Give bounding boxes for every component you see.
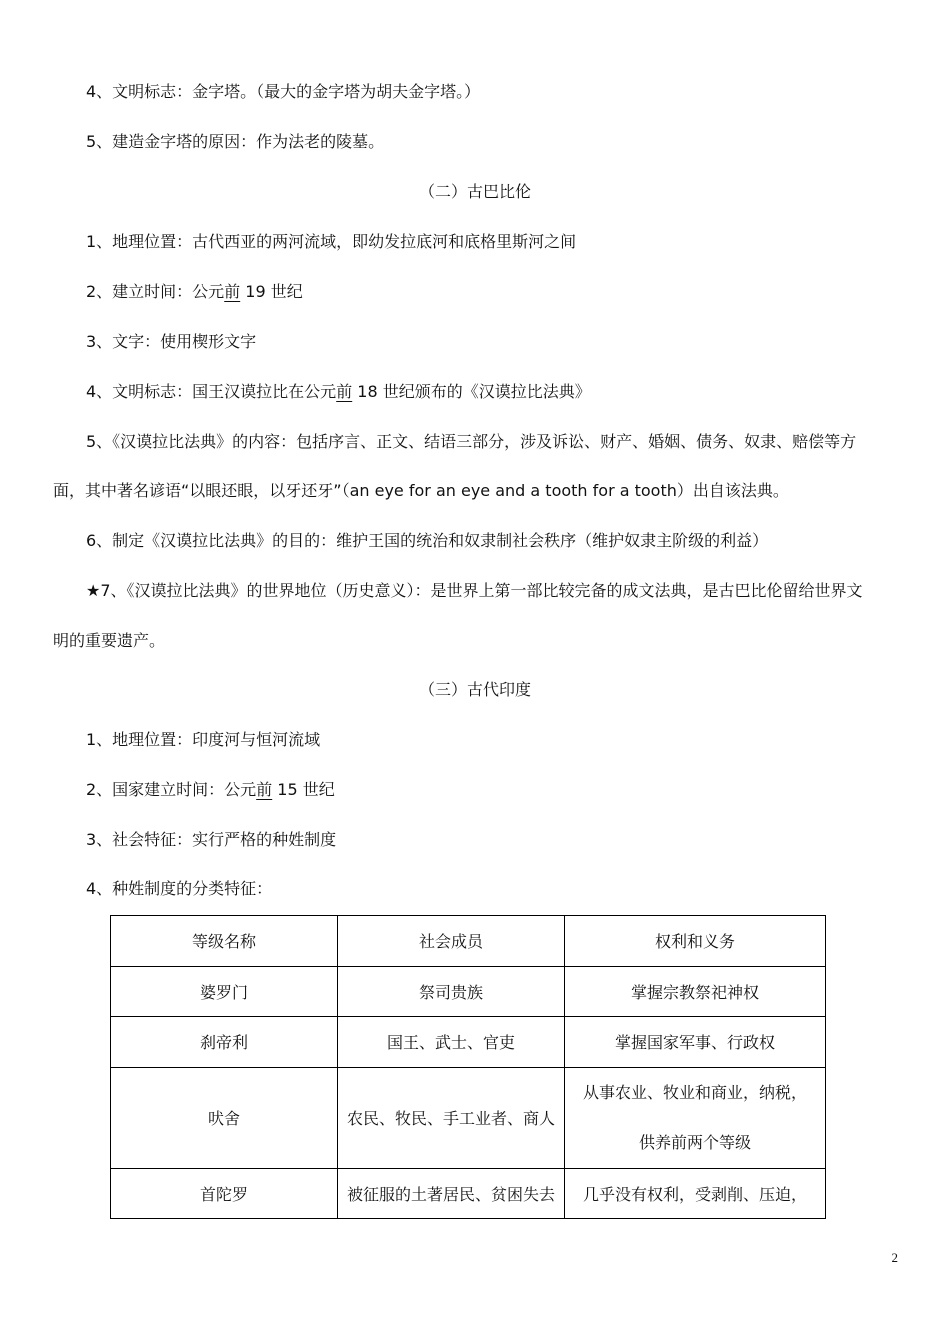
india-item-2-text: 2、国家建立时间：公元: [86, 780, 257, 799]
babylon-item-2: [86, 280, 303, 304]
babylon-item-2-text: 2、建立时间：公元: [86, 282, 225, 301]
table-cell: 国王、武士、官吏: [338, 1017, 565, 1068]
section-heading-india: （三）古代印度: [418, 680, 531, 699]
babylon-item-5-line-1: 5、《汉谟拉比法典》的内容：包括序言、正文、结语三部分，涉及诉讼、财产、婚姻、债务、奴隶、赔偿等方: [86, 432, 857, 451]
india-item-2-suffix: 15 世纪: [272, 780, 335, 799]
table-row: [111, 1067, 826, 1168]
table-cell: 掌握宗教祭祀神权: [565, 966, 826, 1017]
babylon-item-4-text: 4、文明标志：国王汉谟拉比在公元: [86, 382, 337, 401]
table-cell: 婆罗门: [111, 966, 338, 1017]
table-header-row: [111, 916, 826, 967]
page-number: 2: [891, 1250, 898, 1265]
table-row: [111, 966, 826, 1017]
babylon-item-4-underlined: 前: [336, 382, 353, 401]
india-item-2: [86, 778, 335, 802]
caste-table: [110, 915, 826, 1219]
egypt-item-4: 4、文明标志：金字塔。（最大的金字塔为胡夫金字塔。）: [86, 82, 481, 101]
table-cell: 刹帝利: [111, 1017, 338, 1068]
table-header-cell: 社会成员: [338, 916, 565, 967]
india-item-4: 4、种姓制度的分类特征：: [86, 879, 273, 898]
babylon-item-6: 6、制定《汉谟拉比法典》的目的：维护王国的统治和奴隶制社会秩序（维护奴隶主阶级的利益）: [86, 531, 769, 550]
table-header-cell: 权利和义务: [565, 916, 826, 967]
table-cell: 吠舍: [111, 1067, 338, 1168]
table-cell: 祭司贵族: [338, 966, 565, 1017]
babylon-item-2-underlined: 前: [224, 282, 241, 301]
india-item-1: 1、地理位置：印度河与恒河流域: [86, 730, 321, 749]
table-cell: [565, 1067, 826, 1168]
babylon-item-7-line-2: 明的重要遗产。: [53, 631, 166, 650]
table-header-cell: 等级名称: [111, 916, 338, 967]
section-heading-babylon: （二）古巴比伦: [418, 182, 531, 201]
egypt-item-5: 5、建造金字塔的原因：作为法老的陵墓。: [86, 132, 385, 151]
table-cell: 几乎没有权利，受剥削、压迫，: [565, 1168, 826, 1219]
babylon-item-4: [86, 380, 591, 404]
india-item-2-underlined: 前: [256, 780, 273, 799]
table-cell: 农民、牧民、手工业者、商人: [338, 1067, 565, 1168]
babylon-item-1: 1、地理位置：古代西亚的两河流域，即幼发拉底河和底格里斯河之间: [86, 232, 577, 251]
babylon-item-5-line-2: 面，其中著名谚语“以眼还眼，以牙还牙”（an eye for an eye and a tooth for a tooth）出自该法典。: [53, 481, 789, 500]
table-cell: 掌握国家军事、行政权: [565, 1017, 826, 1068]
babylon-item-7-line-1: ★7、《汉谟拉比法典》的世界地位（历史意义）：是世界上第一部比较完备的成文法典，是古巴比伦留给世界文: [86, 581, 863, 600]
table-cell-line: 供养前两个等级: [638, 1132, 751, 1152]
table-cell: 被征服的土著居民、贫困失去: [338, 1168, 565, 1219]
babylon-item-2-suffix: 19 世纪: [240, 282, 303, 301]
table-row: [111, 1168, 826, 1219]
table-row: [111, 1017, 826, 1068]
india-item-3: 3、社会特征：实行严格的种姓制度: [86, 830, 337, 849]
babylon-item-3: 3、文字：使用楔形文字: [86, 332, 257, 351]
babylon-item-4-suffix: 18 世纪颁布的《汉谟拉比法典》: [352, 382, 591, 401]
table-cell-line: 从事农业、牧业和商业，纳税，: [582, 1082, 807, 1102]
table-cell: 首陀罗: [111, 1168, 338, 1219]
